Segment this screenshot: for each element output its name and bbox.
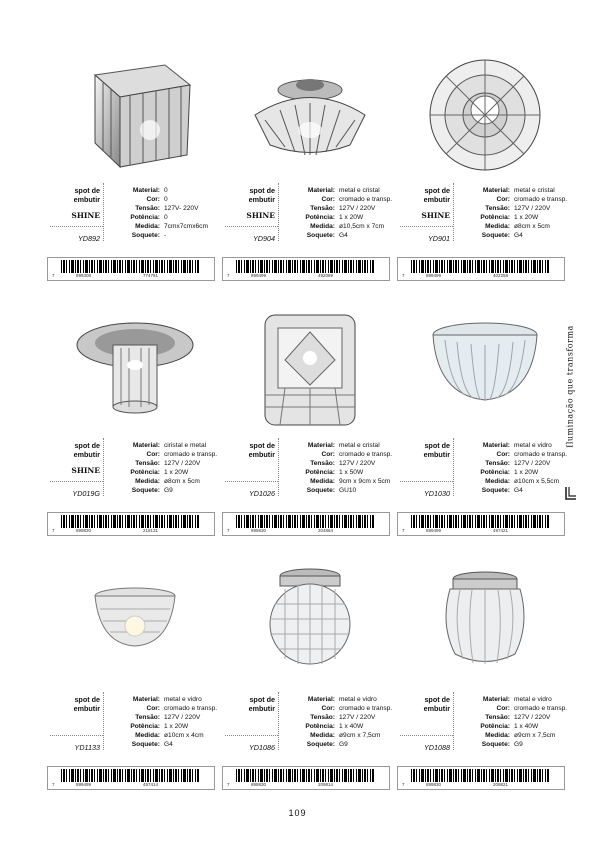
product-type-label: spot de embutir bbox=[423, 695, 450, 713]
product-type-label: spot de embutir bbox=[248, 441, 275, 459]
barcode: 7 899499 497421 bbox=[397, 512, 565, 536]
crystal-flower-image bbox=[240, 55, 380, 180]
barcode: 7 899830 209821 bbox=[397, 766, 565, 790]
divider bbox=[453, 183, 454, 241]
ribbed-bowl-image bbox=[415, 310, 555, 435]
page-number: 109 bbox=[288, 808, 307, 818]
product-type-label: spot de embutir bbox=[423, 186, 450, 204]
divider bbox=[400, 481, 453, 482]
spec-list: Material: metal e cristal Cor: cromado e transp. Tensão: 127V / 220V Potência: 1 x 20W Medida: ø10,5cm x 7cm Soquete: G4 bbox=[305, 187, 393, 240]
product-card bbox=[50, 564, 220, 814]
brand-label: SHINE bbox=[421, 211, 450, 220]
glass-bowl-image bbox=[65, 564, 205, 689]
product-type-label: spot de embutir bbox=[248, 695, 275, 713]
divider bbox=[400, 735, 453, 736]
barcode: 7 899499 402258 bbox=[397, 257, 565, 281]
spec-list: Material: metal e cristal Cor: cromado e transp. Tensão: 127V / 220V Potência: 1 x 20W Medida: ø8cm x 5cm Soquete: G4 bbox=[480, 187, 568, 240]
spec-list: Material: metal e vidro Cor: cromado e transp. Tensão: 127V / 220V Potência: 1 x 40W Medida: ø9cm x 7,5cm Soquete: G9 bbox=[305, 696, 393, 749]
product-card bbox=[50, 310, 220, 560]
tagline: Iluminação que transforma bbox=[565, 325, 575, 448]
divider bbox=[50, 481, 103, 482]
divider bbox=[278, 438, 279, 496]
product-code: YD1133 bbox=[74, 743, 100, 752]
spec-list: Material: 0 Cor: 0 Tensão: 127V- 220V Potência: 0 Medida: 7cmx7cmx6cm Soquete: - bbox=[130, 187, 208, 240]
divider bbox=[103, 692, 104, 750]
barcode: 7 899308 774781 bbox=[47, 257, 215, 281]
spec-list: Material: metal e vidro Cor: cromado e transp. Tensão: 127V / 220V Potência: 1 x 40W Medida: ø9cm x 7,5cm Soquete: G9 bbox=[480, 696, 568, 749]
spec-list: Material: metal e vidro Cor: cromado e transp. Tensão: 127V / 220V Potência: 1 x 20W Medida: ø10cm x 5,5cm Soquete: G4 bbox=[480, 442, 568, 495]
product-code: YD1086 bbox=[249, 743, 275, 752]
brand-logo-icon bbox=[564, 486, 578, 500]
product-code: YD901 bbox=[428, 234, 450, 243]
product-type-label: spot de embutir bbox=[73, 695, 100, 713]
product-card bbox=[50, 55, 220, 305]
product-type-label: spot de embutir bbox=[73, 186, 100, 204]
brand-label: SHINE bbox=[246, 211, 275, 220]
product-type-label: spot de embutir bbox=[423, 441, 450, 459]
divider bbox=[278, 183, 279, 241]
product-type-label: spot de embutir bbox=[73, 441, 100, 459]
spec-list: Material: metal e vidro Cor: cromado e transp. Tensão: 127V / 220V Potência: 1 x 20W Medida: ø10cm x 4cm Soquete: G4 bbox=[130, 696, 218, 749]
spec-list: Material: metal e cristal Cor: cromado e transp. Tensão: 127V / 220V Potência: 1 x 50W Medida: 9cm x 9cm x 5cm Soquete: GU10 bbox=[305, 442, 393, 495]
divider bbox=[50, 735, 103, 736]
divider bbox=[103, 183, 104, 241]
ribbed-globe-image bbox=[415, 564, 555, 689]
barcode: 7 899830 204864 bbox=[222, 512, 390, 536]
product-card bbox=[400, 564, 570, 814]
product-type-label: spot de embutir bbox=[248, 186, 275, 204]
brand-label: SHINE bbox=[71, 211, 100, 220]
crystal-cube-image bbox=[65, 55, 205, 180]
divider bbox=[103, 438, 104, 496]
product-card bbox=[400, 55, 570, 305]
divider bbox=[225, 735, 278, 736]
divider bbox=[278, 692, 279, 750]
product-card bbox=[225, 310, 395, 560]
crystal-dome-image bbox=[415, 55, 555, 180]
barcode: 7 899499 497414 bbox=[47, 766, 215, 790]
diamond-globe-image bbox=[240, 564, 380, 689]
side-branding bbox=[560, 300, 584, 500]
divider bbox=[225, 481, 278, 482]
product-card bbox=[225, 55, 395, 305]
product-code: YD892 bbox=[78, 234, 100, 243]
divider bbox=[225, 226, 278, 227]
barcode: 7 899830 218131 bbox=[47, 512, 215, 536]
divider bbox=[453, 692, 454, 750]
divider bbox=[453, 438, 454, 496]
product-code: YD019G bbox=[72, 489, 100, 498]
barcode: 7 899499 492089 bbox=[222, 257, 390, 281]
product-card bbox=[225, 564, 395, 814]
brand-label: SHINE bbox=[71, 466, 100, 475]
barcode: 7 899830 209814 bbox=[222, 766, 390, 790]
crystal-square-image bbox=[240, 310, 380, 435]
divider bbox=[400, 226, 453, 227]
divider bbox=[50, 226, 103, 227]
product-code: YD1088 bbox=[424, 743, 450, 752]
cylinder-spot-image bbox=[65, 310, 205, 435]
product-code: YD1026 bbox=[249, 489, 275, 498]
spec-list: Material: ciristal e metal Cor: cromado e transp. Tensão: 127V / 220V Potência: 1 x 20W Medida: ø8cm x 5cm Soquete: G9 bbox=[130, 442, 218, 495]
product-code: YD904 bbox=[253, 234, 275, 243]
product-code: YD1030 bbox=[424, 489, 450, 498]
product-card bbox=[400, 310, 570, 560]
